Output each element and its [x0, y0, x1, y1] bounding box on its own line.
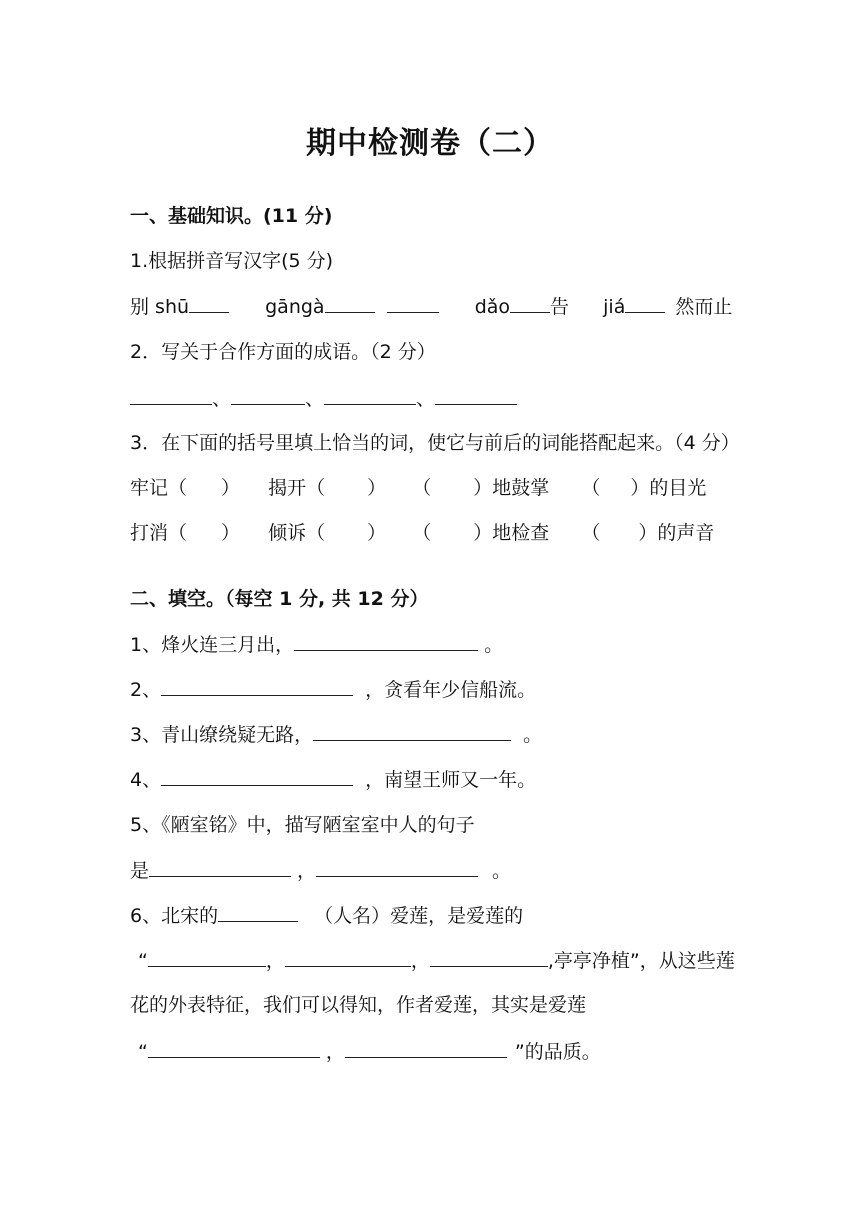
- item-text: ”的品质。: [514, 1041, 601, 1063]
- item-text: ，: [265, 950, 285, 972]
- fill-item-5a: 5、《陋室铭》中，描写陋室室中人的句子: [130, 814, 475, 836]
- item-text: ，: [410, 950, 430, 972]
- q3-label: 3．在下面的括号里填上恰当的词，使它与前后的词能搭配起来。（4 分）: [130, 432, 740, 454]
- item-text: ，南望王师又一年。: [365, 769, 537, 791]
- answer-blank[interactable]: [345, 1037, 507, 1058]
- q3-row1: [130, 474, 706, 502]
- q2-blanks-row: [130, 384, 517, 413]
- answer-blank[interactable]: [435, 384, 517, 405]
- fill-item-5b: [130, 856, 511, 885]
- item-text: 4、: [130, 769, 162, 791]
- answer-blank[interactable]: [218, 901, 298, 922]
- page-title: 期中检测卷（二）: [306, 126, 554, 161]
- item-text: 。: [492, 860, 512, 882]
- answer-blank[interactable]: [149, 856, 291, 877]
- separator: 、: [212, 388, 232, 410]
- pinyin-item: dǎo: [474, 296, 511, 318]
- answer-blank[interactable]: [148, 946, 266, 967]
- answer-blank[interactable]: [430, 946, 548, 967]
- phrase-text: ）地鼓掌: [473, 477, 550, 499]
- answer-blank[interactable]: [510, 292, 550, 313]
- answer-blank[interactable]: [231, 384, 305, 405]
- phrase-text: （: [581, 477, 601, 499]
- section1-heading: 一、基础知识。(11 分): [130, 205, 333, 227]
- section2-heading: 二、填空。（每空 1 分, 共 12 分）: [130, 588, 429, 610]
- pinyin-item: gāngà: [265, 296, 325, 318]
- answer-blank[interactable]: [625, 292, 665, 313]
- fill-item-3: [130, 720, 542, 749]
- phrase-text: ）的声音: [638, 522, 715, 544]
- item-text: ,亭亭净植”，从这些莲: [547, 950, 735, 972]
- separator: 、: [305, 388, 325, 410]
- answer-blank[interactable]: [130, 384, 212, 405]
- pinyin-item: 别 shū: [130, 296, 190, 318]
- answer-blank[interactable]: [161, 675, 353, 696]
- phrase-text: （: [412, 477, 432, 499]
- fill-item-6d: [138, 1037, 601, 1066]
- item-text: 2、: [130, 679, 162, 701]
- fill-item-6b: [138, 946, 735, 975]
- separator: 、: [416, 388, 436, 410]
- answer-blank[interactable]: [316, 856, 478, 877]
- answer-blank[interactable]: [189, 292, 229, 313]
- fill-item-1: [130, 630, 503, 659]
- answer-blank[interactable]: [161, 765, 353, 786]
- item-text: 。: [523, 724, 543, 746]
- phrase-text: ）地检查: [473, 522, 550, 544]
- answer-blank[interactable]: [387, 292, 439, 313]
- item-text: 6、北宋的: [130, 905, 219, 927]
- item-text: ，贪看年少信船流。: [365, 679, 537, 701]
- item-text: “: [138, 1041, 148, 1063]
- pinyin-item: jiá: [603, 296, 626, 318]
- item-text: （人名）爱莲，是爱莲的: [314, 905, 524, 927]
- phrase-text: 牢记（: [130, 477, 188, 499]
- pinyin-item: 然而止: [675, 296, 733, 318]
- answer-blank[interactable]: [324, 384, 416, 405]
- phrase-text: ）: [367, 522, 387, 544]
- answer-blank[interactable]: [325, 292, 375, 313]
- answer-blank[interactable]: [148, 1037, 320, 1058]
- phrase-text: ）: [367, 477, 387, 499]
- phrase-text: 倾诉（: [268, 522, 326, 544]
- phrase-text: 打消（: [130, 522, 188, 544]
- fill-item-6a: [130, 901, 523, 930]
- item-text: 。: [484, 634, 504, 656]
- phrase-text: ）: [221, 522, 241, 544]
- phrase-text: 揭开（: [268, 477, 326, 499]
- item-text: 3、青山缭绕疑无路，: [130, 724, 314, 746]
- fill-item-2: [130, 675, 536, 704]
- fill-item-4: [130, 765, 536, 794]
- q1-label: 1.根据拼音写汉字(5 分): [130, 250, 334, 272]
- pinyin-item: 告: [550, 296, 570, 318]
- fill-item-6c: 花的外表特征，我们可以得知，作者爱莲，其实是爱莲: [130, 994, 587, 1016]
- phrase-text: ）的目光: [630, 477, 707, 499]
- item-text: “: [138, 950, 148, 972]
- item-text: 是: [130, 860, 150, 882]
- item-text: ，: [297, 860, 317, 882]
- q3-row2: [130, 519, 714, 547]
- phrase-text: （: [412, 522, 432, 544]
- q1-pinyin-row: [130, 292, 732, 321]
- phrase-text: ）: [221, 477, 241, 499]
- item-text: ，: [325, 1041, 345, 1063]
- answer-blank[interactable]: [285, 946, 411, 967]
- item-text: 1、烽火连三月出，: [130, 634, 295, 656]
- q2-label: 2．写关于合作方面的成语。（2 分）: [130, 341, 436, 363]
- answer-blank[interactable]: [294, 630, 478, 651]
- answer-blank[interactable]: [313, 720, 511, 741]
- phrase-text: （: [581, 522, 601, 544]
